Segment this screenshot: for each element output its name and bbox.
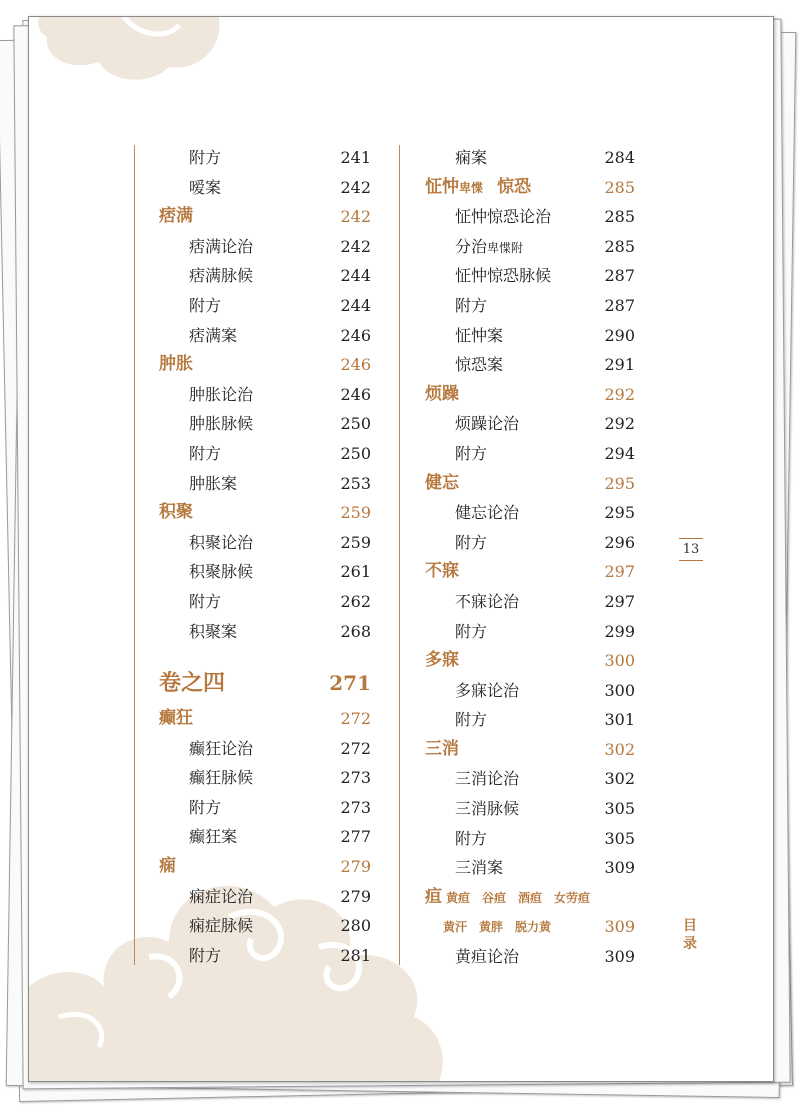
toc-entry-title bbox=[425, 380, 459, 410]
cloud-decoration-top bbox=[29, 17, 229, 87]
toc-entry-title bbox=[455, 321, 503, 351]
toc-entry-page: 309 bbox=[604, 917, 635, 937]
toc-entry-title bbox=[425, 173, 531, 204]
toc-entry-page: 300 bbox=[604, 680, 635, 700]
toc-entry bbox=[159, 143, 371, 173]
toc-right-column bbox=[425, 143, 635, 972]
toc-entry-page: 244 bbox=[340, 295, 371, 315]
toc-entry bbox=[159, 291, 371, 321]
toc-entry bbox=[159, 646, 371, 704]
toc-entry-title-text: 附方 bbox=[189, 797, 222, 817]
toc-entry bbox=[425, 202, 635, 232]
toc-entry bbox=[425, 942, 635, 972]
toc-entry-page: 300 bbox=[604, 651, 635, 671]
toc-entry-title bbox=[455, 291, 487, 321]
toc-entry-title-text: 附方 bbox=[189, 295, 222, 315]
toc-entry-title-text: 怔忡案 bbox=[455, 325, 504, 345]
toc-entry bbox=[425, 705, 635, 735]
toc-entry-title-text: 附方 bbox=[189, 945, 222, 965]
toc-entry-page: 246 bbox=[340, 355, 371, 375]
toc-entry-title-text: 三消论治 bbox=[455, 769, 520, 789]
toc-entry-page: 259 bbox=[340, 503, 371, 523]
toc-entry-title bbox=[189, 793, 221, 823]
toc-entry-title bbox=[425, 469, 459, 499]
toc-entry-title bbox=[455, 350, 503, 380]
toc-entry-title bbox=[159, 852, 176, 882]
toc-entry-title bbox=[455, 617, 487, 647]
toc-entry bbox=[425, 350, 635, 380]
toc-entry bbox=[425, 291, 635, 321]
toc-entry-title bbox=[189, 528, 253, 558]
toc-entry-title-text: 三消 bbox=[425, 738, 459, 759]
toc-entry-title-text: 卷之四 bbox=[159, 670, 226, 697]
page-number-box bbox=[679, 535, 703, 564]
toc-entry bbox=[159, 173, 371, 203]
toc-entry-page: 299 bbox=[604, 621, 635, 641]
toc-entry-title bbox=[455, 143, 487, 173]
toc-entry-page: 272 bbox=[340, 738, 371, 758]
toc-entry-title bbox=[189, 882, 253, 912]
toc-entry-page: 302 bbox=[604, 769, 635, 789]
toc-entry-title-text: 黄疸论治 bbox=[455, 947, 520, 967]
toc-entry-page: 297 bbox=[604, 591, 635, 611]
toc-entry-title-text: 附方 bbox=[455, 828, 488, 848]
right-rule bbox=[399, 145, 400, 965]
toc-entry-page: 253 bbox=[340, 473, 371, 493]
toc-entry-page: 246 bbox=[340, 384, 371, 404]
toc-entry-page: 259 bbox=[340, 532, 371, 552]
toc-entry-title bbox=[189, 911, 253, 941]
toc-entry-title bbox=[455, 409, 519, 439]
toc-entry-title-text: 癫狂 bbox=[159, 708, 193, 729]
toc-entry-title-text: 肿胀 bbox=[159, 354, 193, 375]
toc-entry bbox=[159, 321, 371, 351]
toc-entry-title bbox=[425, 735, 459, 765]
toc-entry-page: 250 bbox=[340, 414, 371, 434]
toc-entry bbox=[159, 734, 371, 764]
toc-entry bbox=[425, 439, 635, 469]
toc-entry-title-text: 怔忡 bbox=[425, 176, 459, 197]
toc-entry-title-text: 附方 bbox=[455, 295, 488, 315]
toc-entry-page: 242 bbox=[340, 177, 371, 197]
toc-entry-page: 273 bbox=[340, 797, 371, 817]
toc-entry bbox=[159, 202, 371, 232]
toc-entry-title bbox=[455, 261, 551, 291]
toc-entry-title-text: 烦躁论治 bbox=[455, 414, 520, 434]
toc-entry-title bbox=[189, 822, 237, 852]
toc-entry-title-text: 不寐论治 bbox=[455, 591, 520, 611]
toc-entry-title-text: 三消案 bbox=[455, 858, 504, 878]
toc-entry-title bbox=[455, 676, 519, 706]
toc-entry bbox=[159, 793, 371, 823]
toc-entry bbox=[159, 704, 371, 734]
toc-entry-title-text: 癫狂论治 bbox=[189, 738, 254, 758]
toc-entry-subtitle: 黄汗 黄胖 脱力黄 bbox=[443, 920, 552, 935]
toc-entry-title bbox=[159, 202, 193, 232]
toc-entry-title-text: 痫案 bbox=[455, 148, 488, 167]
toc-entry bbox=[159, 587, 371, 617]
toc-entry-title bbox=[455, 824, 487, 854]
toc-entry bbox=[425, 143, 635, 173]
toc-entry-page: 285 bbox=[604, 207, 635, 227]
toc-entry-title bbox=[189, 587, 221, 617]
toc-entry-title bbox=[455, 232, 523, 264]
toc-entry-title-text: 痞满 bbox=[159, 206, 193, 227]
toc-entry-title-text: 三消脉候 bbox=[455, 799, 520, 819]
toc-entry-title-text: 癫狂案 bbox=[189, 827, 238, 847]
toc-entry bbox=[159, 911, 371, 941]
toc-entry-page: 246 bbox=[340, 325, 371, 345]
toc-entry-page: 295 bbox=[604, 473, 635, 493]
toc-entry-title-text: 痞满论治 bbox=[189, 236, 254, 256]
toc-entry-title bbox=[189, 763, 253, 793]
toc-entry-title-text: 附方 bbox=[455, 532, 488, 552]
toc-entry bbox=[425, 646, 635, 676]
toc-entry-page: 291 bbox=[604, 355, 635, 375]
toc-entry bbox=[425, 676, 635, 706]
toc-entry bbox=[159, 380, 371, 410]
toc-entry bbox=[159, 350, 371, 380]
toc-entry-title-text: 附方 bbox=[455, 621, 488, 641]
toc-entry-title bbox=[189, 734, 253, 764]
toc-entry-page: 305 bbox=[604, 828, 635, 848]
toc-entry-title-text: 附方 bbox=[455, 443, 488, 463]
toc-entry-title bbox=[455, 202, 551, 232]
toc-entry-title bbox=[455, 705, 487, 735]
toc-entry-page: 250 bbox=[340, 443, 371, 463]
toc-entry-title-text: 嗳案 bbox=[189, 177, 222, 197]
toc-entry-title bbox=[425, 646, 459, 676]
toc-entry-subtitle: 黄疸 谷疸 酒疸 女劳疸 bbox=[446, 890, 591, 905]
toc-entry bbox=[159, 232, 371, 262]
toc-entry-title bbox=[455, 439, 487, 469]
toc-entry-title-text: 健忘论治 bbox=[455, 503, 520, 523]
toc-entry-title bbox=[189, 232, 253, 262]
toc-page bbox=[28, 16, 774, 1082]
toc-entry-title bbox=[455, 587, 519, 617]
toc-entry bbox=[425, 883, 635, 913]
toc-entry-title bbox=[455, 764, 519, 794]
toc-entry-page: 277 bbox=[340, 827, 371, 847]
toc-entry bbox=[425, 764, 635, 794]
toc-entry-title-text: 附方 bbox=[189, 443, 222, 463]
toc-left-column bbox=[159, 143, 371, 970]
toc-entry bbox=[425, 824, 635, 854]
toc-entry-title-text: 积聚论治 bbox=[189, 532, 254, 552]
toc-entry-title-text: 分治 bbox=[455, 236, 488, 256]
toc-entry-page: 296 bbox=[604, 532, 635, 552]
toc-entry-title-text: 怔忡惊恐脉候 bbox=[455, 266, 552, 286]
toc-entry-page: 268 bbox=[340, 621, 371, 641]
toc-entry bbox=[159, 882, 371, 912]
toc-entry bbox=[159, 617, 371, 647]
toc-entry-title-text: 多寐论治 bbox=[455, 680, 520, 700]
toc-entry-title-text: 惊恐 bbox=[497, 176, 532, 197]
toc-entry bbox=[159, 557, 371, 587]
toc-entry-page: 273 bbox=[340, 768, 371, 788]
toc-entry bbox=[159, 941, 371, 971]
toc-entry-page: 309 bbox=[604, 858, 635, 878]
toc-entry-title bbox=[189, 261, 253, 291]
toc-entry-title-text: 附方 bbox=[455, 710, 488, 730]
toc-entry-title-text: 痫症论治 bbox=[189, 886, 254, 906]
toc-entry bbox=[425, 557, 635, 587]
toc-entry-title bbox=[189, 941, 221, 971]
toc-entry-title-text: 不寐 bbox=[425, 561, 459, 582]
toc-entry bbox=[425, 232, 635, 262]
toc-entry-title bbox=[425, 557, 459, 587]
toc-entry bbox=[425, 380, 635, 410]
toc-entry-page: 305 bbox=[604, 799, 635, 819]
toc-entry bbox=[159, 261, 371, 291]
toc-entry-page: 284 bbox=[604, 148, 635, 167]
toc-entry bbox=[425, 587, 635, 617]
toc-entry-page: 244 bbox=[340, 266, 371, 286]
toc-entry-page: 301 bbox=[604, 710, 635, 730]
toc-entry bbox=[159, 469, 371, 499]
toc-entry bbox=[425, 735, 635, 765]
toc-entry-title-text: 烦躁 bbox=[425, 383, 459, 404]
toc-entry bbox=[425, 617, 635, 647]
toc-entry-title-text: 附方 bbox=[189, 148, 222, 167]
toc-entry-title bbox=[189, 380, 253, 410]
toc-entry bbox=[425, 853, 635, 883]
toc-entry-title-text: 痞满脉候 bbox=[189, 266, 254, 286]
page-number: 13 bbox=[682, 542, 700, 557]
toc-entry-title-text: 附方 bbox=[189, 591, 222, 611]
toc-entry-page: 241 bbox=[340, 148, 371, 167]
toc-entry-title-text: 肿胀案 bbox=[189, 473, 238, 493]
toc-entry-title bbox=[189, 409, 253, 439]
toc-entry-page: 242 bbox=[340, 207, 371, 227]
toc-entry bbox=[159, 439, 371, 469]
toc-entry-title-text: 积聚 bbox=[159, 502, 193, 523]
toc-entry bbox=[159, 409, 371, 439]
toc-entry bbox=[425, 261, 635, 291]
toc-entry-title bbox=[189, 173, 221, 203]
toc-entry-title bbox=[455, 942, 519, 972]
toc-entry-title-text: 积聚脉候 bbox=[189, 562, 254, 582]
toc-entry-page: 292 bbox=[604, 384, 635, 404]
toc-entry-title bbox=[455, 528, 487, 558]
toc-entry bbox=[425, 321, 635, 351]
toc-entry-title-text: 疸 bbox=[425, 886, 442, 907]
toc-entry-title-text: 肿胀脉候 bbox=[189, 414, 254, 434]
toc-entry-page: 287 bbox=[604, 295, 635, 315]
toc-entry-page: 279 bbox=[340, 886, 371, 906]
toc-entry-page: 279 bbox=[340, 857, 371, 877]
toc-entry-page: 302 bbox=[604, 739, 635, 759]
toc-entry-title bbox=[189, 469, 237, 499]
left-rule bbox=[134, 145, 135, 965]
toc-entry-page: 262 bbox=[340, 591, 371, 611]
toc-entry-page: 285 bbox=[604, 177, 635, 197]
toc-entry-title bbox=[189, 557, 253, 587]
toc-entry-title-text: 痫 bbox=[159, 856, 176, 877]
toc-entry-page: 295 bbox=[604, 503, 635, 523]
toc-entry bbox=[425, 469, 635, 499]
toc-entry bbox=[425, 794, 635, 824]
toc-entry bbox=[425, 498, 635, 528]
toc-entry-title bbox=[443, 912, 551, 943]
toc-entry bbox=[159, 498, 371, 528]
toc-entry bbox=[159, 822, 371, 852]
toc-entry-title-text: 多寐 bbox=[425, 650, 459, 671]
toc-entry bbox=[425, 173, 635, 203]
toc-entry-title-text: 健忘 bbox=[425, 472, 459, 493]
section-label: 目录 bbox=[683, 918, 697, 952]
toc-entry-page: 271 bbox=[329, 671, 371, 696]
toc-entry-title bbox=[189, 617, 237, 647]
toc-entry-page: 292 bbox=[604, 414, 635, 434]
toc-entry-title-text: 痞满案 bbox=[189, 325, 238, 345]
toc-entry-page: 290 bbox=[604, 325, 635, 345]
toc-entry-title-text: 怔忡惊恐论治 bbox=[455, 207, 552, 227]
toc-entry-page: 242 bbox=[340, 236, 371, 256]
toc-entry-title-text: 积聚案 bbox=[189, 621, 238, 641]
toc-entry-page: 272 bbox=[340, 709, 371, 729]
toc-entry-subtitle: 卑惵 bbox=[459, 180, 484, 195]
toc-entry-title-text: 惊恐案 bbox=[455, 355, 504, 375]
toc-entry-page: 281 bbox=[340, 945, 371, 965]
toc-entry-page: 297 bbox=[604, 562, 635, 582]
toc-entry-title bbox=[189, 439, 221, 469]
toc-entry-title bbox=[159, 350, 193, 380]
toc-entry bbox=[425, 409, 635, 439]
toc-entry-title-text: 癫狂脉候 bbox=[189, 768, 254, 788]
toc-entry bbox=[159, 528, 371, 558]
toc-entry-title bbox=[425, 883, 590, 914]
toc-entry bbox=[159, 763, 371, 793]
toc-entry bbox=[425, 912, 635, 942]
toc-entry bbox=[425, 528, 635, 558]
toc-entry-title bbox=[159, 498, 193, 528]
toc-entry-title bbox=[455, 794, 519, 824]
toc-entry-page: 280 bbox=[340, 916, 371, 936]
toc-entry-title bbox=[455, 498, 519, 528]
toc-entry bbox=[159, 852, 371, 882]
toc-entry-page: 309 bbox=[604, 947, 635, 967]
toc-entry-page: 261 bbox=[340, 562, 371, 582]
toc-entry-title bbox=[189, 143, 221, 173]
toc-entry-title-text: 肿胀论治 bbox=[189, 384, 254, 404]
toc-entry-title bbox=[189, 321, 237, 351]
toc-entry-title bbox=[189, 291, 221, 321]
toc-entry-title-text: 痫症脉候 bbox=[189, 916, 254, 936]
toc-entry-title bbox=[455, 853, 503, 883]
toc-entry-page: 287 bbox=[604, 266, 635, 286]
toc-entry-page: 294 bbox=[604, 443, 635, 463]
toc-entry-subtitle: 卑惵附 bbox=[487, 240, 524, 255]
toc-entry-page: 285 bbox=[604, 236, 635, 256]
toc-entry-title bbox=[159, 704, 193, 734]
